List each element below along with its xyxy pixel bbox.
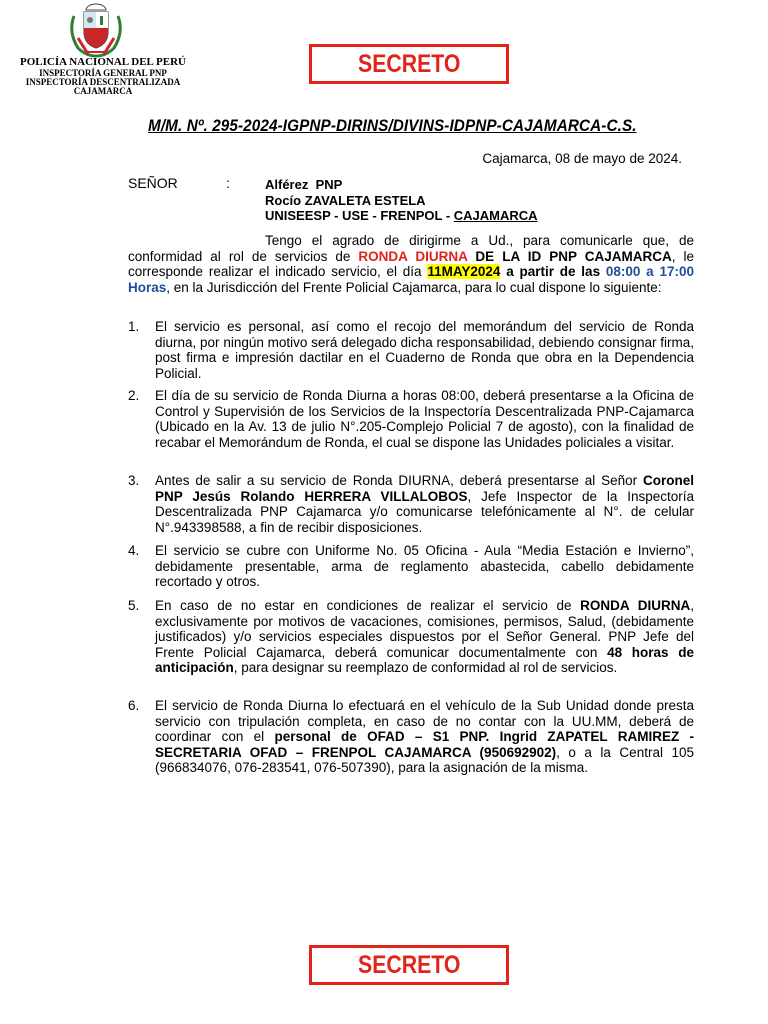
item-number: 3.	[128, 473, 140, 488]
classification-stamp-top	[309, 44, 509, 84]
item-text	[155, 598, 694, 676]
intro-text-3: , en la Jurisdicción del Frente Policial Cajamarca, para lo cual dispone lo siguiente:	[166, 279, 662, 295]
item-text-bold: Coronel PNP Jesús Rolando HERRERA VILLALOBOS	[155, 473, 694, 504]
recipient-block	[265, 177, 538, 224]
service-time: 08:00 a 17:00 Horas	[128, 264, 694, 295]
item-text-c: , Jefe Inspector de la Inspectoría Descentralizada PNP Cajamarca y/o comunicarse telefónicamente al N°. de celular N°.943398588, a fin de recibir disposiciones.	[155, 488, 694, 535]
item-number: 4.	[128, 543, 140, 558]
intro-text-2: , le corresponde realizar el indicado servicio, el día	[128, 248, 695, 279]
item-text: El servicio es personal, así como el recojo del memorándum del servicio de Ronda diurna, por ningún motivo será delegado dicha responsabilidad, debiendo consignar firma, post firma e impresión dactilar en el Cuaderno de Ronda que obra en la Dependencia Policial.	[155, 319, 694, 381]
item-text-a: En caso de no estar en condiciones de realizar el servicio de	[155, 598, 581, 613]
recipient-rank: Alférez PNP	[265, 177, 343, 192]
service-day: 11MAY2024	[427, 264, 501, 279]
list-item	[128, 598, 694, 676]
institution-sub2: INSPECTORÍA DESCENTRALIZADA	[25, 76, 181, 87]
item-number: 2.	[128, 388, 140, 403]
list-item	[128, 698, 694, 776]
item-text-a: El servicio de Ronda Diurna lo efectuará en el vehículo de la Sub Unidad donde presta servicio con tripulación completa, en caso de no contar con la UU.MM, deberá de coordinar con el	[155, 698, 694, 744]
item-number: 1.	[128, 319, 140, 334]
unit-city: CAJAMARCA	[453, 208, 538, 223]
list-item	[128, 388, 694, 450]
item-number: 5.	[128, 598, 140, 613]
item-text	[155, 698, 694, 776]
institution-name: POLICÍA NACIONAL DEL PERÚ	[20, 56, 186, 68]
intro-text-1: Tengo el agrado de dirigirme a Ud., para comunicarle que, de conformidad al rol de servicios de	[128, 233, 694, 264]
memo-date: Cajamarca, 08 de mayo de 2024.	[482, 151, 682, 166]
unit-prefix: UNISEESP - USE - FRENPOL -	[265, 208, 454, 223]
item-text: El servicio se cubre con Uniforme No. 05 Oficina - Aula “Media Estación e Invierno”, debidamente presentable, arma de reglamento abastecida, cabello debidamente recortado y otros.	[155, 543, 694, 589]
list-item	[128, 319, 694, 381]
item-text-bold-2: 48 horas de anticipación	[155, 644, 694, 675]
item-text-c: , o a la Central 105 (966834076, 076-283541, 076-507390), para la asignación de la misma.	[155, 744, 694, 775]
memo-number: M/M. Nº. 295-2024-IGPNP-DIRINS/DIVINS-IDPNP-CAJAMARCA-C.S.	[148, 116, 637, 135]
salutation-colon: :	[226, 175, 230, 191]
list-item	[128, 543, 694, 590]
item-text	[155, 473, 694, 535]
service-name: RONDA DIURNA	[358, 248, 468, 264]
institution-sub1: INSPECTORÍA GENERAL PNP	[39, 67, 167, 78]
list-item	[128, 473, 694, 535]
intro-from: a partir de las	[500, 264, 606, 279]
item-text-c: , exclusivamente por motivos de vacaciones, comisiones, permisos, Salud, (debidamente justificados) y/o servicios especiales dispuestos por el Señor General. PNP Jefe del Frente Policial Cajamarca, deberá comunicar documentalmente con	[155, 598, 694, 660]
intro-unit: DE LA ID PNP CAJAMARCA	[467, 248, 672, 264]
salutation: SEÑOR	[128, 175, 178, 191]
peru-coat-of-arms-emblem	[66, 2, 126, 58]
item-text-a: Antes de salir a su servicio de Ronda DIURNA, deberá presentarse al Señor	[155, 473, 643, 488]
intro-paragraph	[128, 233, 694, 295]
institution-header	[8, 57, 198, 97]
item-text-bold: personal de OFAD – S1 PNP. Ingrid ZAPATEL RAMIREZ - SECRETARIA OFAD – FRENPOL CAJAMARCA (950692902)	[155, 729, 694, 760]
recipient-name: Rocío ZAVALETA ESTELA	[265, 192, 426, 208]
item-text-bold: RONDA DIURNA	[580, 598, 691, 613]
recipient-unit	[265, 208, 538, 224]
item-text-e: , para designar su reemplazo de conformidad al rol de servicios.	[233, 660, 618, 675]
institution-sub3: CAJAMARCA	[73, 86, 133, 97]
item-number: 6.	[128, 698, 140, 713]
classification-stamp-bottom	[309, 945, 509, 985]
stamp-text: SECRETO	[357, 49, 461, 78]
item-text: El día de su servicio de Ronda Diurna a horas 08:00, deberá presentarse a la Oficina de Control y Supervisión de los Servicios de la Inspectoría Descentralizada PNP-Cajamarca (Ubicado en la Av. 13 de julio N°.205-Complejo Policial 7 de agosto), con la finalidad de recabar el Memorándum de Ronda, el cual se dispone las Unidades policiales a visitar.	[155, 388, 694, 450]
stamp-text: SECRETO	[357, 950, 461, 979]
